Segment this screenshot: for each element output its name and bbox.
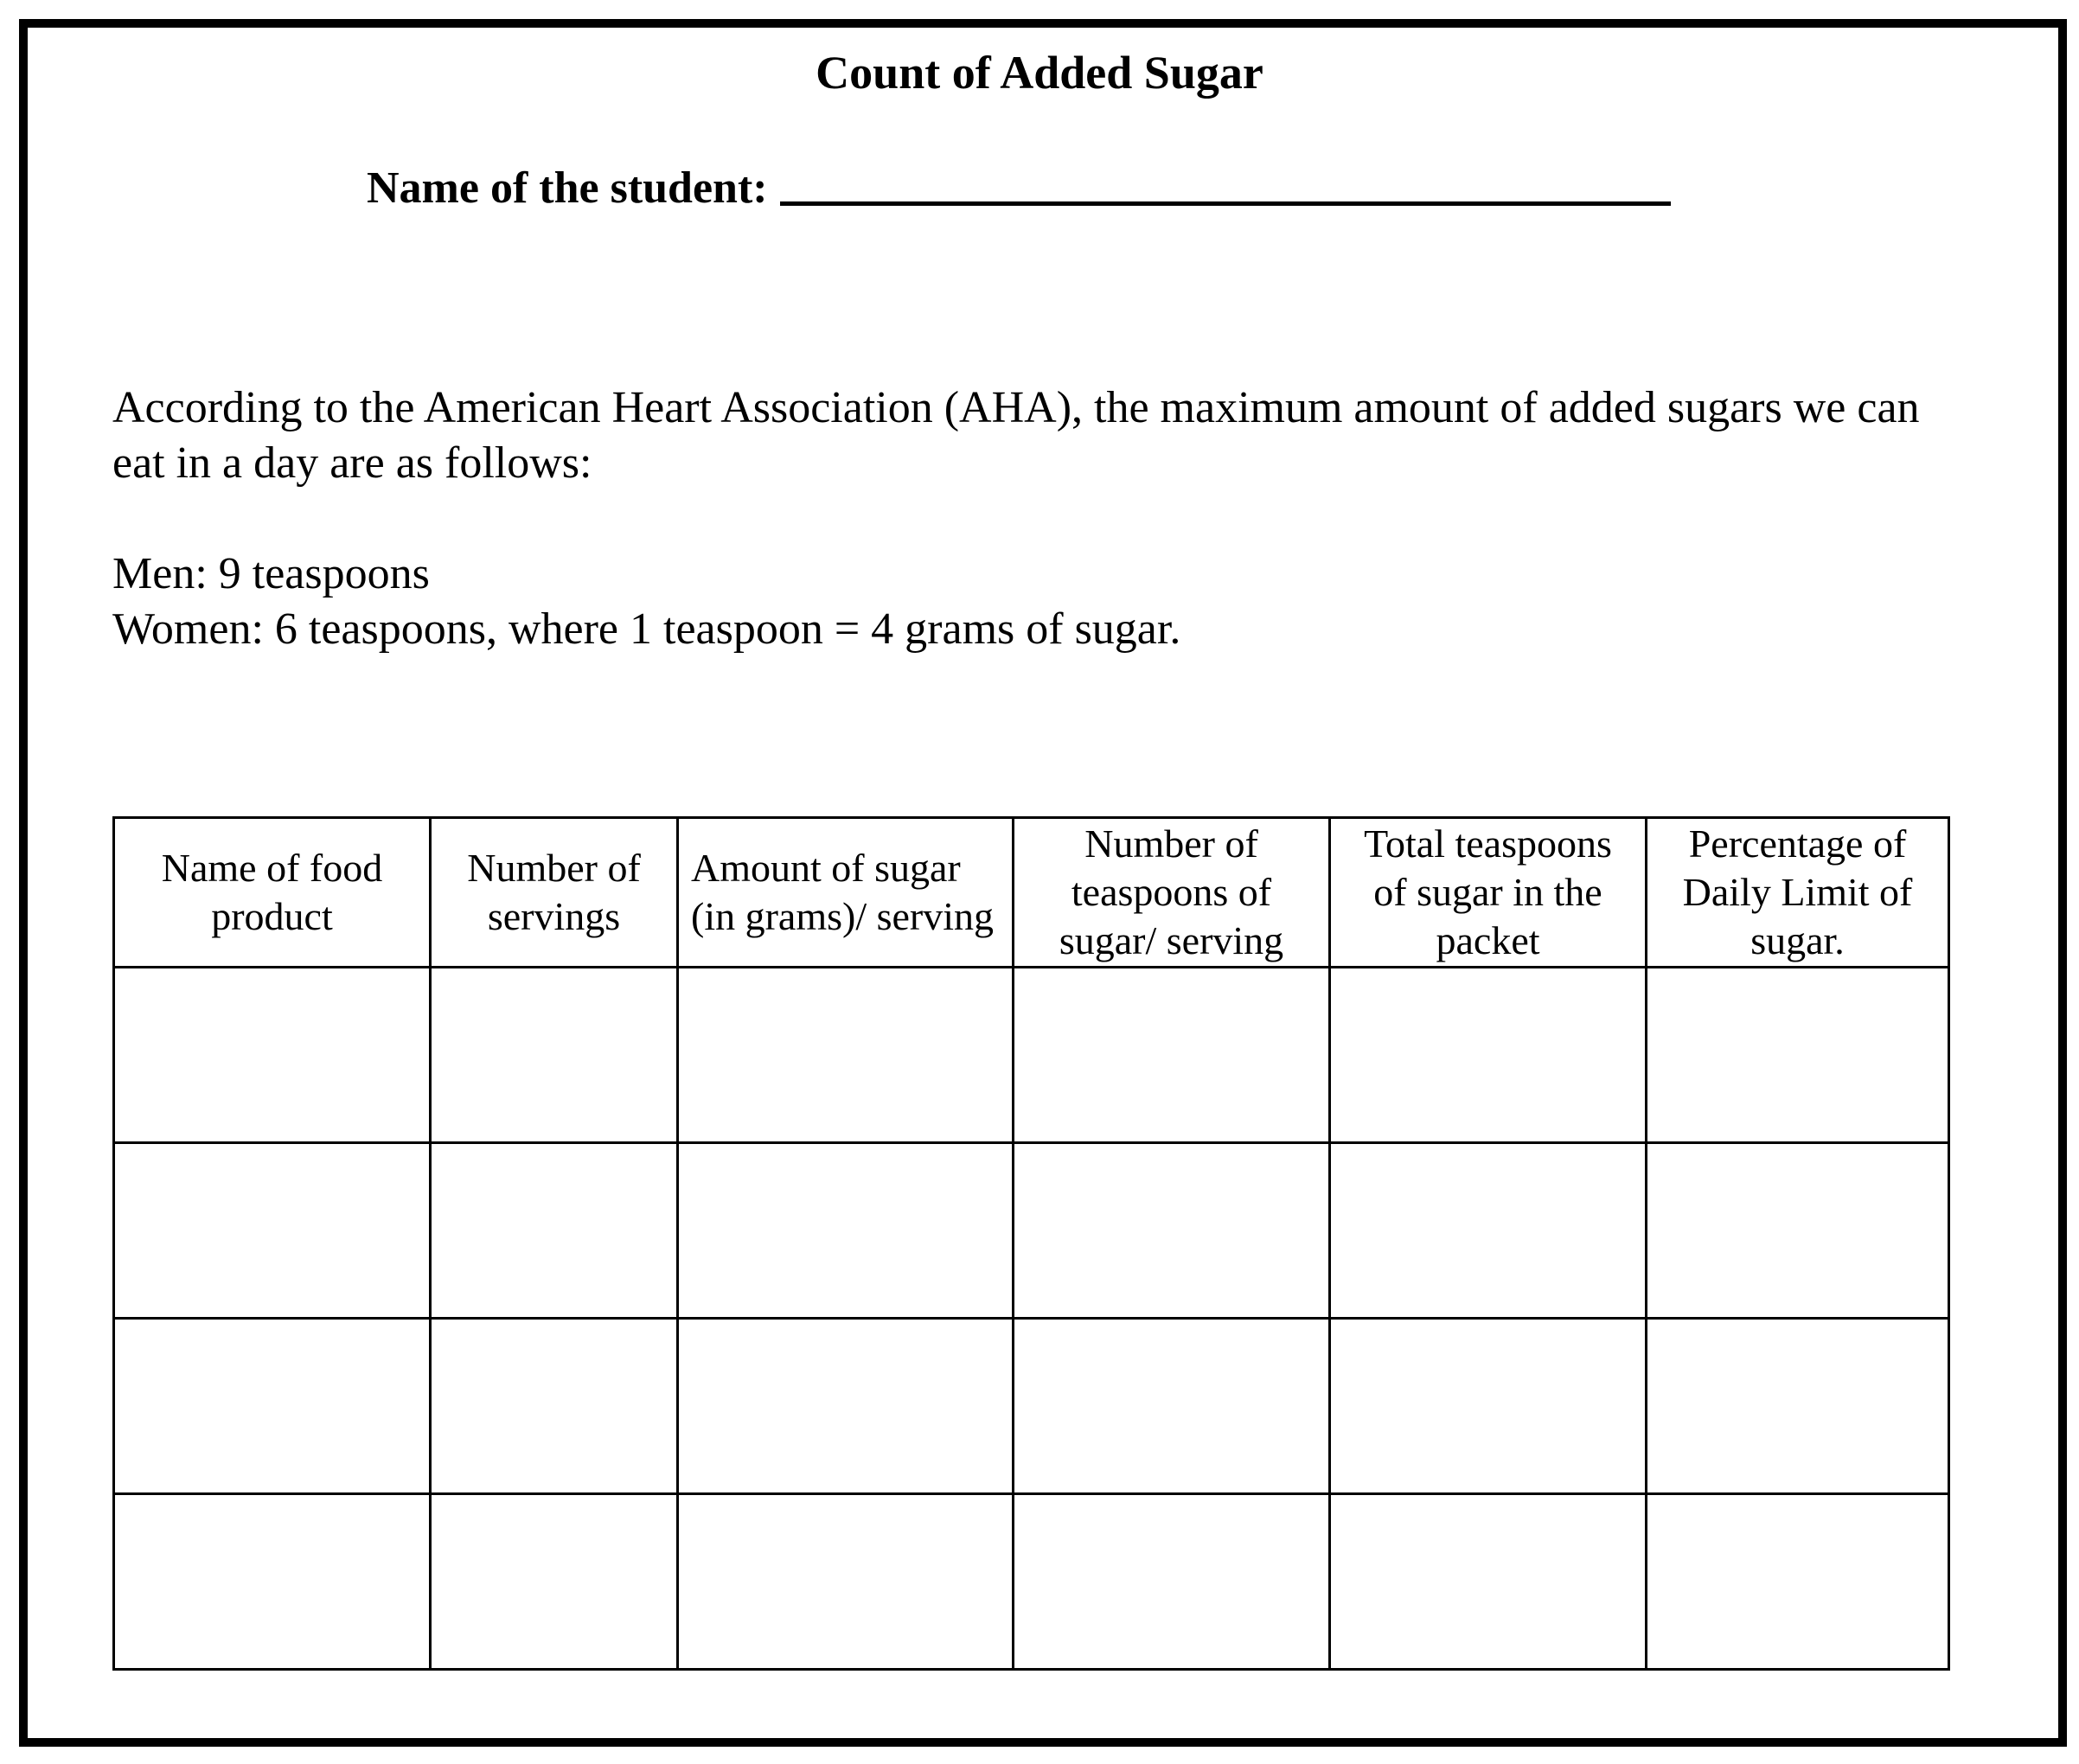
table-cell[interactable]: [678, 1494, 1014, 1670]
header-daily-limit-percentage: Percentage of Daily Limit of sugar.: [1647, 818, 1949, 968]
table-cell[interactable]: [1647, 1494, 1949, 1670]
table-cell[interactable]: [1330, 968, 1647, 1143]
worksheet-title: Count of Added Sugar: [816, 47, 1263, 99]
header-total-teaspoons: Total teaspoons of sugar in the packet: [1330, 818, 1647, 968]
table-row: [114, 1143, 1949, 1319]
table-cell[interactable]: [1647, 1319, 1949, 1494]
aha-intro-paragraph: According to the American Heart Association (AHA), the maximum amount of added sugars we can eat in a day are as follows:: [112, 383, 1920, 488]
table-cell[interactable]: [678, 1319, 1014, 1494]
table-cell[interactable]: [1014, 1494, 1330, 1670]
table-cell[interactable]: [114, 1143, 431, 1319]
header-teaspoons-per-serving: Number of teaspoons of sugar/ serving: [1014, 818, 1330, 968]
table-cell[interactable]: [431, 1319, 678, 1494]
header-food-product: Name of food product: [114, 818, 431, 968]
table-cell[interactable]: [1014, 968, 1330, 1143]
table-cell[interactable]: [1330, 1319, 1647, 1494]
table-cell[interactable]: [431, 1143, 678, 1319]
student-name-row: [367, 156, 1671, 216]
table-row: [114, 1319, 1949, 1494]
table-cell[interactable]: [1014, 1319, 1330, 1494]
table-cell[interactable]: [431, 1494, 678, 1670]
student-name-blank[interactable]: [780, 201, 1671, 206]
table-cell[interactable]: [678, 1143, 1014, 1319]
table-row: [114, 1494, 1949, 1670]
women-limit: Women: 6 teaspoons, where 1 teaspoon = 4 grams of sugar.: [112, 604, 1181, 654]
table-cell[interactable]: [1330, 1494, 1647, 1670]
header-sugar-grams: Amount of sugar (in grams)/ serving: [678, 818, 1014, 968]
table-cell[interactable]: [114, 968, 431, 1143]
men-limit: Men: 9 teaspoons: [112, 549, 430, 598]
table-cell[interactable]: [1014, 1143, 1330, 1319]
table-cell[interactable]: [1647, 968, 1949, 1143]
student-name-label: Name of the student:: [367, 163, 768, 213]
table-cell[interactable]: [678, 968, 1014, 1143]
table-cell[interactable]: [114, 1319, 431, 1494]
table-cell[interactable]: [1647, 1143, 1949, 1319]
sugar-limits: [112, 546, 1180, 657]
header-servings: Number of servings: [431, 818, 678, 968]
table-cell[interactable]: [431, 968, 678, 1143]
table-row: [114, 968, 1949, 1143]
table-cell[interactable]: [1330, 1143, 1647, 1319]
table-cell[interactable]: [114, 1494, 431, 1670]
table-header-row: [114, 818, 1949, 968]
sugar-table: [112, 816, 1950, 1671]
